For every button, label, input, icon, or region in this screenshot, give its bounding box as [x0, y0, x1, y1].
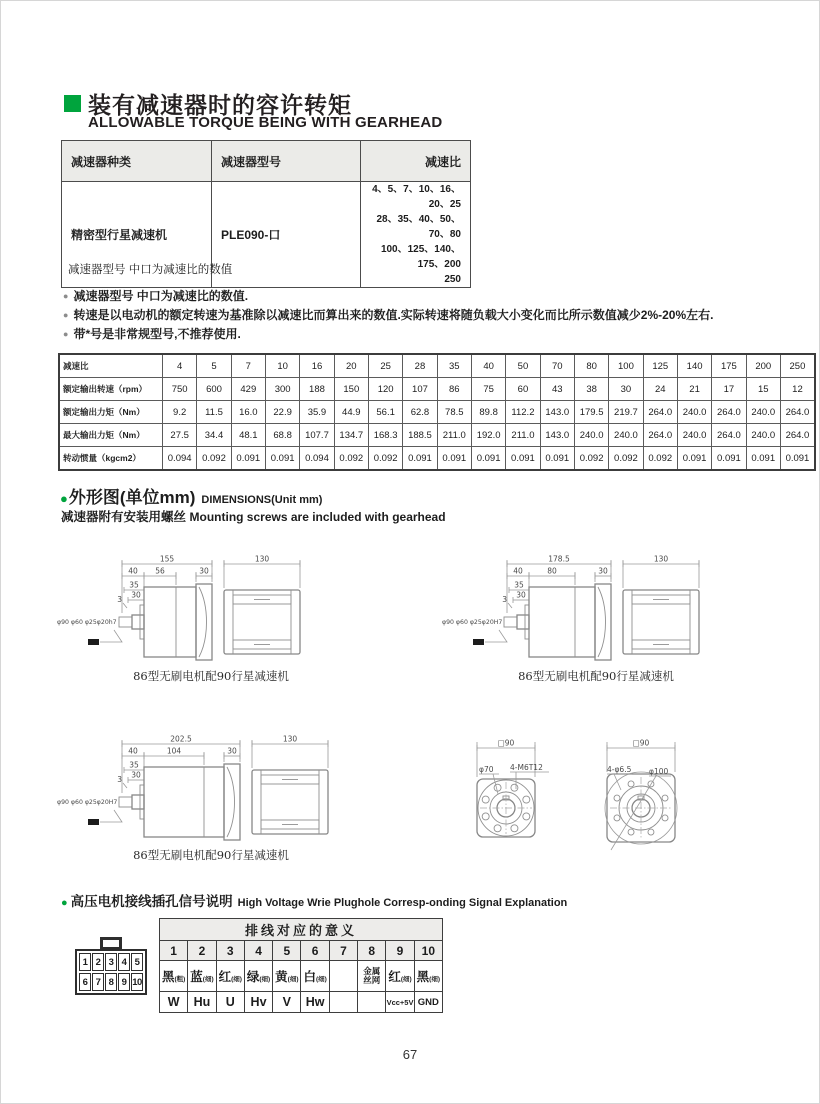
spec-cell: 240.0	[677, 401, 711, 424]
spec-cell: 10	[265, 354, 299, 378]
green-dot-icon: ●	[60, 491, 68, 506]
green-dot-icon: ●	[61, 897, 68, 909]
spec-cell: 9.2	[163, 401, 197, 424]
spec-cell: 0.091	[712, 447, 746, 471]
spec-cell: 7	[231, 354, 265, 378]
spec-cell: 0.094	[300, 447, 334, 471]
spec-cell: 35	[437, 354, 471, 378]
pin-signal	[358, 992, 386, 1013]
drawing-caption-3: 86型无刷电机配90行星减速机	[133, 848, 289, 862]
ratio-line: 28、35、40、50、70、80	[376, 214, 461, 240]
notes-list	[63, 288, 713, 345]
spec-cell: 0.092	[334, 447, 368, 471]
page-title-zh: 装有减速器时的容许转矩	[88, 92, 352, 118]
spec-cell: 0.092	[643, 447, 677, 471]
spec-cell: 107	[403, 378, 437, 401]
wire-color-cell: 红(细)	[216, 961, 244, 992]
dimensions-heading-en: DIMENSIONS(Unit mm)	[201, 494, 323, 506]
spec-cell: 240.0	[677, 424, 711, 447]
spec-cell: 20	[334, 354, 368, 378]
ratio-line: 250	[444, 274, 461, 285]
spec-cell: 112.2	[506, 401, 540, 424]
spec-cell: 22.9	[265, 401, 299, 424]
svg-text:130: 130	[653, 554, 669, 564]
svg-text:40: 40	[128, 566, 138, 576]
spec-cell: 264.0	[780, 401, 815, 424]
spec-cell: 188	[300, 378, 334, 401]
spec-cell: 250	[780, 354, 815, 378]
spec-cell: 0.094	[163, 447, 197, 471]
spec-cell: 125	[643, 354, 677, 378]
spec-cell: 0.091	[746, 447, 780, 471]
spec-cell: 219.7	[609, 401, 643, 424]
svg-text:φ100: φ100	[649, 767, 669, 776]
spec-cell: 143.0	[540, 401, 574, 424]
spec-cell: 0.092	[574, 447, 608, 471]
spec-cell: 240.0	[746, 401, 780, 424]
spec-cell: 188.5	[403, 424, 437, 447]
signal-colors-row	[160, 961, 443, 992]
spec-cell: 0.092	[609, 447, 643, 471]
svg-text:130: 130	[254, 554, 270, 564]
svg-text:202.5: 202.5	[170, 734, 192, 744]
gearhead-ratios	[361, 182, 471, 288]
gearhead-type: 精密型行星减速机	[62, 182, 212, 288]
wire-color-cell: 绿(细)	[244, 961, 272, 992]
spec-cell: 0.091	[231, 447, 265, 471]
dimensions-note-zh: 减速器附有安装用螺丝	[61, 510, 187, 524]
signal-pins-row	[160, 941, 443, 961]
wire-color-cell: 黑(细)	[414, 961, 442, 992]
wire-color-cell: 红(细)	[386, 961, 414, 992]
signal-signals-row	[160, 992, 443, 1013]
spec-cell: 21	[677, 378, 711, 401]
dimensions-heading-zh: 外形图(单位mm)	[68, 488, 196, 507]
hv-heading-zh: 高压电机接线插孔信号说明	[70, 894, 233, 909]
spec-cell: 86	[437, 378, 471, 401]
spec-table	[58, 353, 816, 471]
spec-cell: 50	[506, 354, 540, 378]
connector-pin: 2	[92, 953, 104, 971]
bullet-dot-icon: ●	[63, 329, 69, 339]
gearhead-drawing-2	[441, 548, 703, 666]
spec-cell: 16.0	[231, 401, 265, 424]
pin-signal: Hu	[188, 992, 216, 1013]
svg-text:35: 35	[129, 580, 139, 590]
spec-row-label: 额定输出力矩（Nm）	[59, 401, 163, 424]
pin-signal: U	[216, 992, 244, 1013]
green-square-bullet-icon	[64, 95, 81, 112]
svg-text:130: 130	[282, 734, 298, 744]
spec-cell: 0.091	[403, 447, 437, 471]
spec-cell: 0.091	[437, 447, 471, 471]
spec-cell: 12	[780, 378, 815, 401]
spec-cell: 264.0	[643, 424, 677, 447]
note-item	[63, 307, 713, 323]
pin-number: 8	[358, 941, 386, 961]
note-item	[63, 326, 713, 342]
spec-cell: 30	[609, 378, 643, 401]
spec-cell: 5	[197, 354, 231, 378]
svg-text:3: 3	[117, 595, 122, 604]
bullet-dot-icon: ●	[63, 291, 69, 301]
connector-pin: 4	[118, 953, 130, 971]
spec-cell: 44.9	[334, 401, 368, 424]
svg-text:□90: □90	[632, 738, 650, 748]
spec-cell: 264.0	[712, 401, 746, 424]
spec-row	[59, 378, 815, 401]
spec-cell: 179.5	[574, 401, 608, 424]
spec-cell: 27.5	[163, 424, 197, 447]
svg-text:4-φ6.5: 4-φ6.5	[607, 765, 632, 774]
svg-text:φ70: φ70	[479, 765, 494, 774]
spec-cell: 150	[334, 378, 368, 401]
connector-pin: 9	[118, 973, 130, 991]
gearhead-table-footnote: 减速器型号 中口为减速比的数值	[68, 264, 233, 276]
signal-table	[159, 918, 443, 1013]
connector-pin: 8	[105, 973, 117, 991]
spec-cell: 15	[746, 378, 780, 401]
gearhead-drawing-1	[56, 548, 306, 666]
spec-row-label: 转动惯量（kgcm2）	[59, 447, 163, 471]
pin-number: 1	[160, 941, 188, 961]
spec-cell: 0.091	[780, 447, 815, 471]
connector-body	[75, 949, 147, 995]
spec-cell: 78.5	[437, 401, 471, 424]
svg-text:104: 104	[166, 746, 182, 756]
svg-text:30: 30	[598, 566, 608, 576]
dimensions-note-en: Mounting screws are included with gearhead	[189, 510, 446, 524]
spec-cell: 100	[609, 354, 643, 378]
signal-table-title-row	[160, 919, 443, 941]
spec-cell: 17	[712, 378, 746, 401]
pin-signal: Hv	[244, 992, 272, 1013]
svg-text:40: 40	[128, 746, 138, 756]
spec-cell: 0.091	[265, 447, 299, 471]
spec-row	[59, 401, 815, 424]
hv-heading	[61, 890, 567, 910]
spec-row-label: 最大输出力矩（Nm）	[59, 424, 163, 447]
svg-text:80: 80	[547, 566, 557, 576]
pin-signal: Vcc+5V	[386, 992, 414, 1013]
spec-cell: 300	[265, 378, 299, 401]
spec-cell: 25	[368, 354, 402, 378]
spec-cell: 0.092	[197, 447, 231, 471]
wire-color-cell: 金属丝网	[358, 961, 386, 992]
connector-pin: 5	[131, 953, 143, 971]
connector-diagram	[75, 937, 147, 995]
spec-row-label: 额定输出转速（rpm）	[59, 378, 163, 401]
svg-text:3: 3	[117, 775, 122, 784]
spec-cell: 80	[574, 354, 608, 378]
spec-cell: 200	[746, 354, 780, 378]
wire-color-cell	[329, 961, 357, 992]
pin-number: 5	[273, 941, 301, 961]
spec-cell: 175	[712, 354, 746, 378]
pin-number: 10	[414, 941, 442, 961]
svg-text:3: 3	[502, 595, 507, 604]
spec-row-label: 减速比	[59, 354, 163, 378]
flange-drawings	[456, 728, 786, 853]
pin-number: 9	[386, 941, 414, 961]
svg-text:30: 30	[199, 566, 209, 576]
spec-cell: 750	[163, 378, 197, 401]
svg-text:30: 30	[131, 770, 141, 780]
gearhead-model: PLE090-口	[212, 182, 361, 288]
spec-cell: 134.7	[334, 424, 368, 447]
pin-number: 2	[188, 941, 216, 961]
spec-cell: 34.4	[197, 424, 231, 447]
spec-cell: 600	[197, 378, 231, 401]
note-text: 转速是以电动机的额定转速为基准除以减速比而算出来的数值.实际转速将随负载大小变化而比所示数值减少2%-20%左右.	[73, 308, 714, 322]
connector-pin: 6	[79, 973, 91, 991]
svg-text:φ90 φ60 φ25φ20H7: φ90 φ60 φ25φ20H7	[57, 799, 118, 806]
wire-color-cell: 黄(细)	[273, 961, 301, 992]
drawing-caption-2: 86型无刷电机配90行星减速机	[518, 669, 674, 683]
pin-number: 4	[244, 941, 272, 961]
svg-text:178.5: 178.5	[548, 554, 570, 564]
page-number: 67	[402, 1047, 418, 1062]
pin-signal: Hw	[301, 992, 329, 1013]
spec-cell: 264.0	[712, 424, 746, 447]
spec-cell: 56.1	[368, 401, 402, 424]
spec-cell: 40	[471, 354, 505, 378]
note-text: 减速器型号 中口为减速比的数值.	[73, 289, 249, 303]
spec-cell: 0.091	[540, 447, 574, 471]
spec-row	[59, 447, 815, 471]
spec-cell: 120	[368, 378, 402, 401]
spec-row	[59, 354, 815, 378]
pin-signal	[329, 992, 357, 1013]
svg-text:40: 40	[513, 566, 523, 576]
spec-cell: 168.3	[368, 424, 402, 447]
spec-cell: 240.0	[574, 424, 608, 447]
spec-cell: 264.0	[643, 401, 677, 424]
spec-cell: 143.0	[540, 424, 574, 447]
svg-text:155: 155	[159, 554, 175, 564]
spec-cell: 107.7	[300, 424, 334, 447]
bullet-dot-icon: ●	[63, 310, 69, 320]
svg-text:30: 30	[227, 746, 237, 756]
spec-cell: 240.0	[609, 424, 643, 447]
dimensions-heading	[60, 483, 322, 508]
svg-text:φ90 φ60 φ25φ20h7: φ90 φ60 φ25φ20h7	[57, 619, 117, 626]
spec-cell: 11.5	[197, 401, 231, 424]
note-item	[63, 288, 713, 304]
pin-number: 6	[301, 941, 329, 961]
spec-cell: 211.0	[437, 424, 471, 447]
hv-heading-en: High Voltage Wrie Plughole Corresp-onding Signal Explanation	[237, 897, 568, 909]
spec-cell: 75	[471, 378, 505, 401]
svg-text:φ90 φ60 φ25φ20H7: φ90 φ60 φ25φ20H7	[442, 619, 503, 626]
spec-cell: 70	[540, 354, 574, 378]
spec-cell: 24	[643, 378, 677, 401]
spec-table-body	[59, 354, 815, 470]
dimensions-note	[61, 507, 446, 525]
spec-cell: 192.0	[471, 424, 505, 447]
spec-cell: 68.8	[265, 424, 299, 447]
spec-row	[59, 424, 815, 447]
spec-cell: 89.8	[471, 401, 505, 424]
col-header-type: 减速器种类	[62, 141, 212, 182]
ratio-line: 100、125、140、175、200	[380, 244, 461, 270]
svg-text:56: 56	[155, 566, 165, 576]
spec-cell: 0.091	[677, 447, 711, 471]
col-header-model: 减速器型号	[212, 141, 361, 182]
ratio-line: 4、5、7、10、16、20、25	[372, 184, 461, 210]
pin-signal: V	[273, 992, 301, 1013]
spec-cell: 60	[506, 378, 540, 401]
pin-number: 7	[329, 941, 357, 961]
svg-text:4-M6T12: 4-M6T12	[510, 763, 543, 772]
pin-number: 3	[216, 941, 244, 961]
svg-text:35: 35	[514, 580, 524, 590]
note-text: 带*号是非常规型号,不推荐使用.	[73, 327, 241, 341]
spec-cell: 264.0	[780, 424, 815, 447]
spec-cell: 35.9	[300, 401, 334, 424]
spec-cell: 38	[574, 378, 608, 401]
connector-pin: 7	[92, 973, 104, 991]
page-title-en: ALLOWABLE TORQUE BEING WITH GEARHEAD	[88, 114, 443, 131]
pin-signal: W	[160, 992, 188, 1013]
spec-cell: 28	[403, 354, 437, 378]
pin-signal: GND	[414, 992, 442, 1013]
spec-cell: 4	[163, 354, 197, 378]
spec-cell: 429	[231, 378, 265, 401]
spec-cell: 16	[300, 354, 334, 378]
spec-cell: 48.1	[231, 424, 265, 447]
spec-cell: 62.8	[403, 401, 437, 424]
spec-cell: 43	[540, 378, 574, 401]
svg-text:□90: □90	[497, 738, 515, 748]
gearhead-table-header	[62, 141, 471, 182]
spec-cell: 211.0	[506, 424, 540, 447]
wire-color-cell: 白(细)	[301, 961, 329, 992]
connector-pin: 10	[131, 973, 143, 991]
col-header-ratio: 减速比	[361, 141, 471, 182]
svg-text:30: 30	[131, 590, 141, 600]
connector-pin: 1	[79, 953, 91, 971]
spec-cell: 0.091	[506, 447, 540, 471]
wire-color-cell: 蓝(细)	[188, 961, 216, 992]
spec-cell: 240.0	[746, 424, 780, 447]
gearhead-drawing-3	[56, 728, 332, 846]
signal-table-title: 排线对应的意义	[160, 919, 443, 941]
svg-text:35: 35	[129, 760, 139, 770]
spec-cell: 0.091	[471, 447, 505, 471]
connector-pin: 3	[105, 953, 117, 971]
spec-cell: 0.092	[368, 447, 402, 471]
wire-color-cell: 黑(粗)	[160, 961, 188, 992]
svg-text:30: 30	[516, 590, 526, 600]
spec-cell: 140	[677, 354, 711, 378]
drawing-caption-1: 86型无刷电机配90行星减速机	[133, 669, 289, 683]
